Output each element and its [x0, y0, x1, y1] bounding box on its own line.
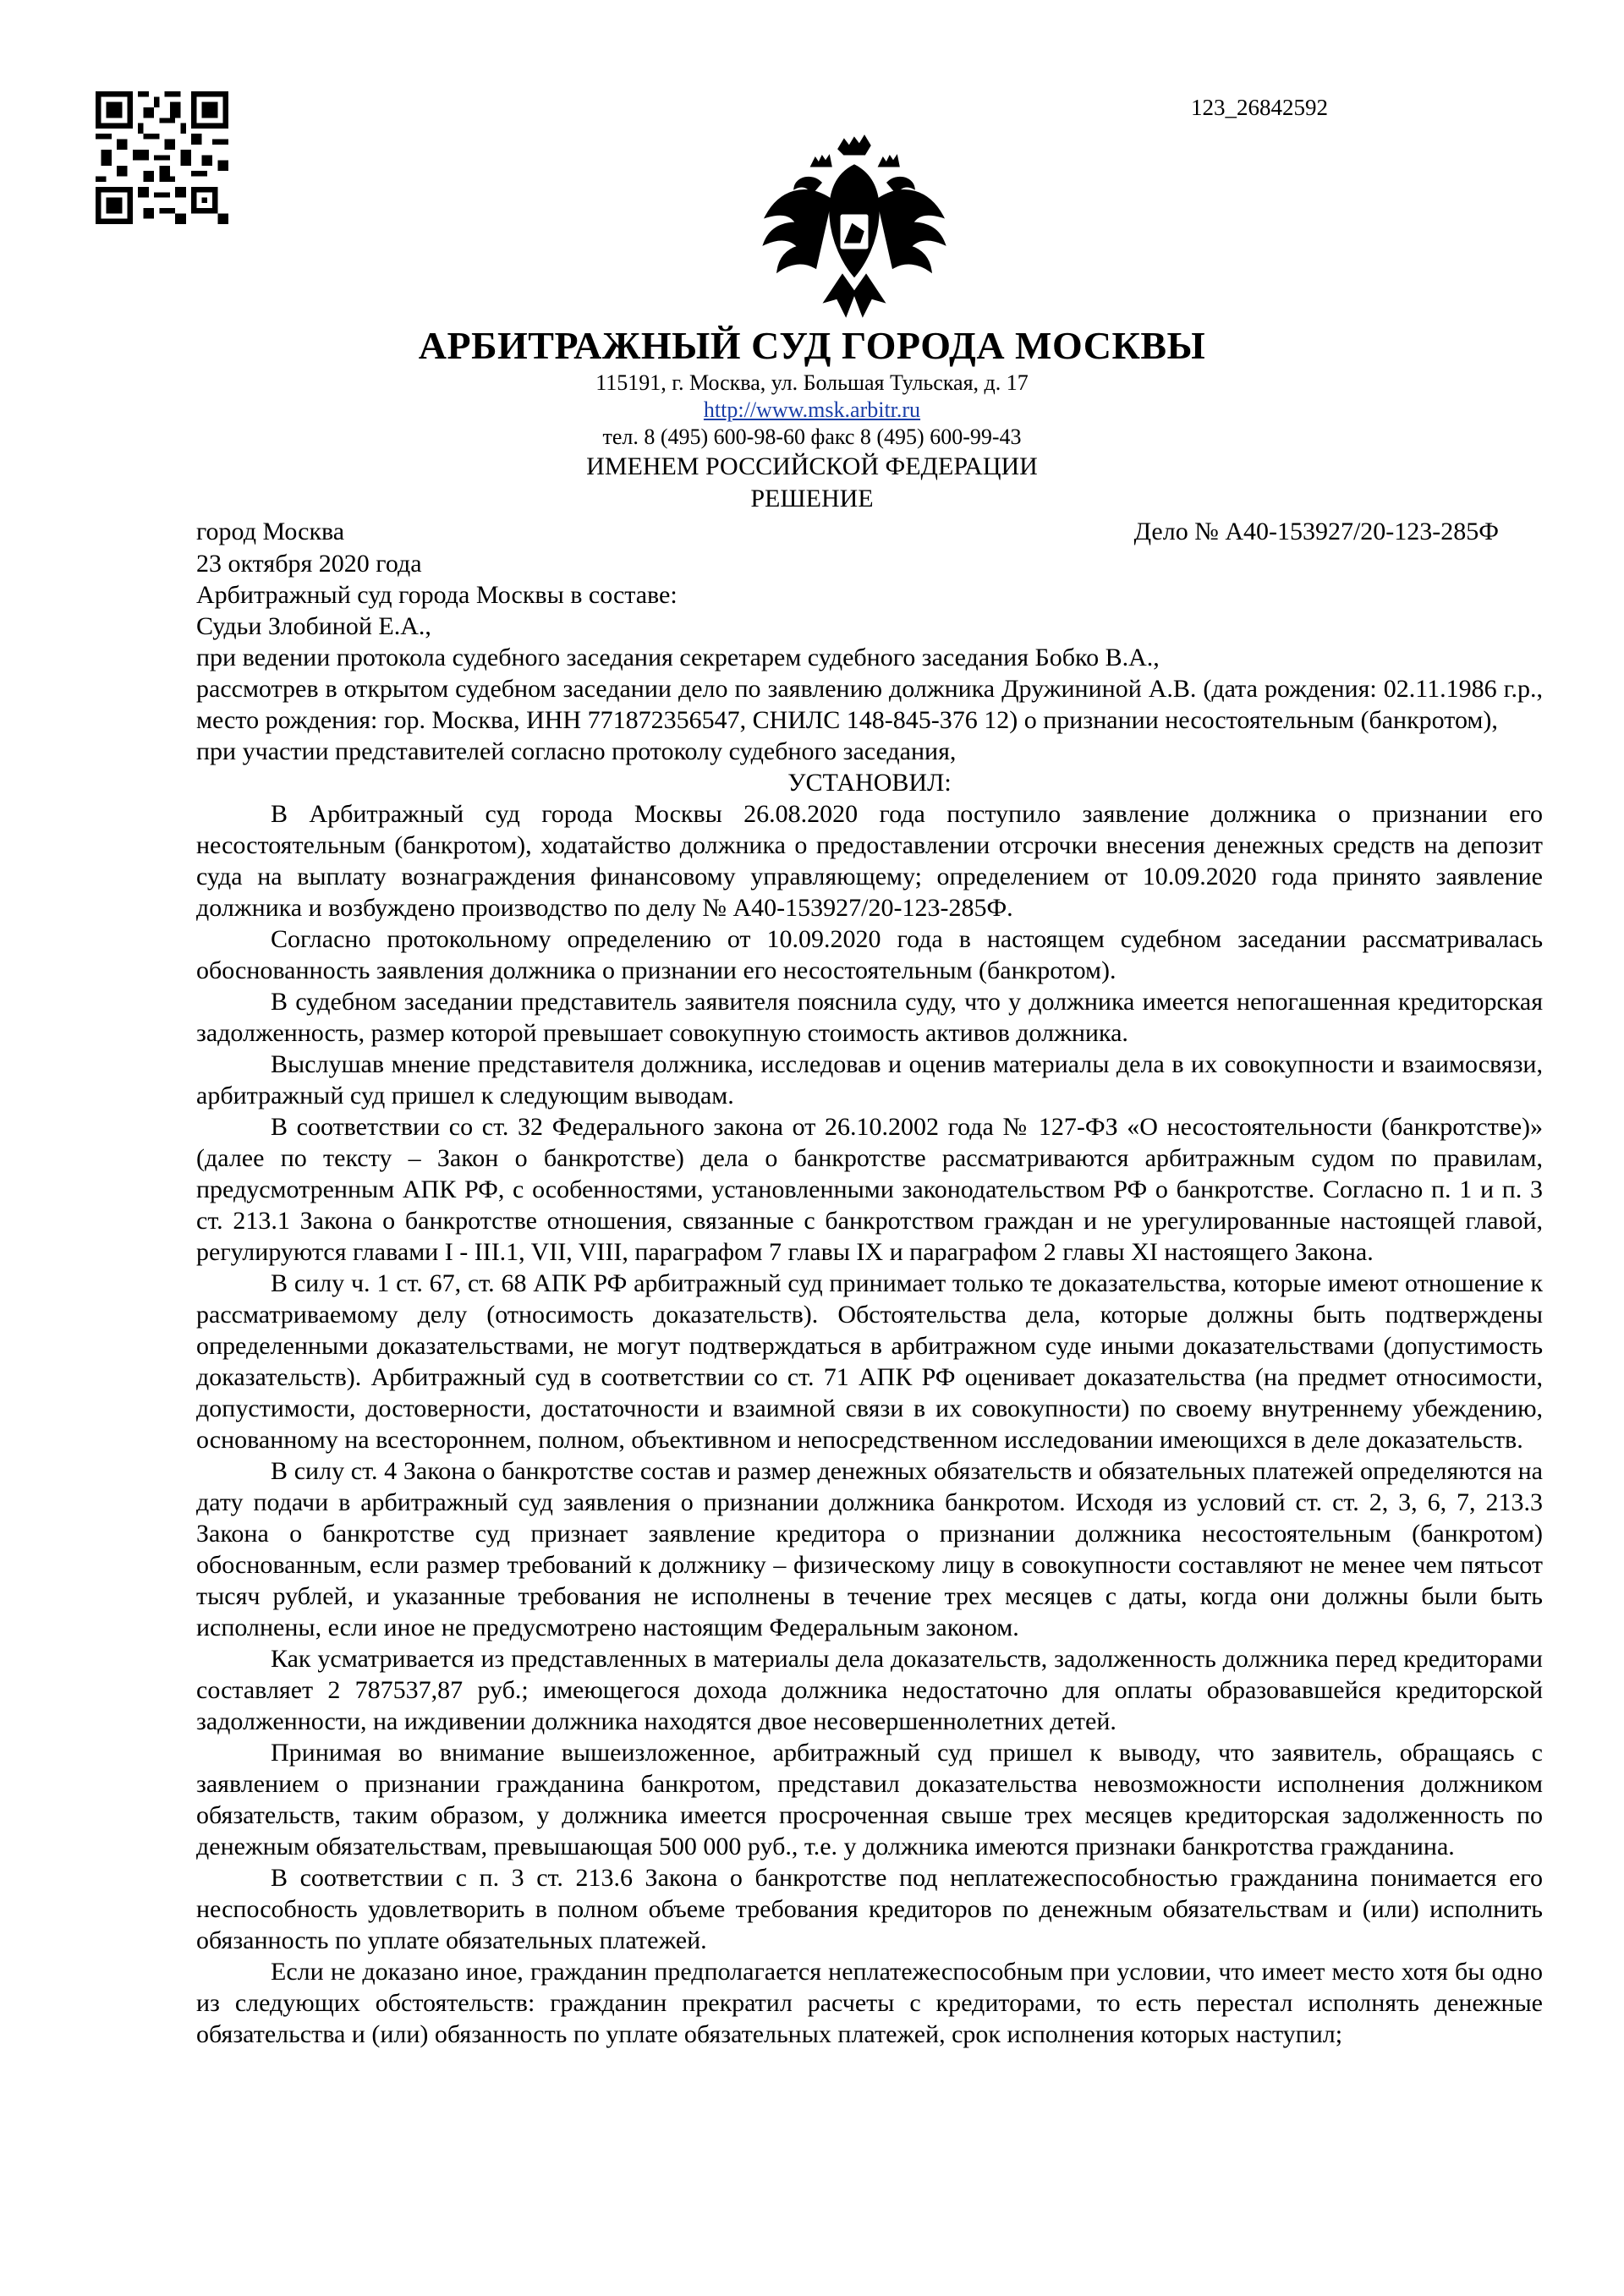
- considered-paragraph: рассмотрев в открытом судебном заседании дело по заявлению должника Дружининой А.В. (дата рождения: 02.11.1986 г.р., место рождения: гор. Москва, ИНН 771872356547, СНИЛС 148-845-376 12) о признании несостоятельным (банкротом),: [196, 675, 1543, 734]
- participation-line: при участии представителей согласно протоколу судебного заседания,: [196, 737, 957, 765]
- body-paragraph: В Арбитражный суд города Москвы 26.08.2020 года поступило заявление должника о признании его несостоятельным (банкротом), ходатайство должника о предоставлении отсрочки внесения денежных средств на депозит суда на выплату вознаграждения финансовому управляющему; определением от 10.09.2020 года принято заявление должника и возбуждено производство по делу № А40-153927/20-123-285Ф.: [196, 800, 1543, 922]
- court-address: 115191, г. Москва, ул. Большая Тульская, д. 17: [595, 370, 1029, 395]
- city-case-line: [196, 518, 1499, 546]
- body-paragraph: Выслушав мнение представителя должника, исследовав и оценив материалы дела в их совокупности и взаимосвязи, арбитражный суд пришел к следующим выводам.: [196, 1050, 1543, 1110]
- body-paragraph: В судебном заседании представитель заявителя пояснила суду, что у должника имеется непогашенная кредиторская задолженность, размер которой превышает совокупную стоимость активов должника.: [196, 988, 1543, 1047]
- court-name: АРБИТРАЖНЫЙ СУД ГОРОДА МОСКВЫ: [418, 324, 1206, 367]
- document-id: 123_26842592: [1191, 95, 1328, 120]
- court-phone: тел. 8 (495) 600-98-60 факс 8 (495) 600-99-43: [602, 425, 1022, 449]
- decision-date: 23 октября 2020 года: [196, 550, 422, 578]
- body-paragraph: Принимая во внимание вышеизложенное, арбитражный суд пришел к выводу, что заявитель, обращаясь с заявлением о признании гражданина банкротом, представил доказательства невозможности исполнения должником обязательств, таким образом, у должника имеется просроченная свыше трех месяцев кредиторская задолженность по денежным обязательствам, превышающая 500 000 руб., т.е. у должника имеются признаки банкротства гражданина.: [196, 1739, 1543, 1860]
- court-composition: Арбитражный суд города Москвы в составе:: [196, 581, 678, 609]
- decision-title: РЕШЕНИЕ: [750, 485, 874, 512]
- body-paragraph: В силу ст. 4 Закона о банкротстве состав и размер денежных обязательств и обязательных платежей определяются на дату подачи в арбитражный суд заявления о признании должника банкротом. Исходя из условий ст. ст. 2, 3, 6, 7, 213.3 Закона о банкротстве суд признает заявление кредитора о признании должника несостоятельным (банкротом) обоснованным, если размер требований к должнику – физическому лицу в совокупности составляют не менее чем пятьсот тысяч рублей, и указанные требования не исполнены в течение трех месяцев с даты, когда они должны были быть исполнены, если иное не предусмотрено настоящим Федеральным законом.: [196, 1457, 1543, 1641]
- body-paragraph: Если не доказано иное, гражданин предполагается неплатежеспособным при условии, что имеет место хотя бы одно из следующих обстоятельств: гражданин прекратил расчеты с кредиторами, то есть перестал исполнять денежные обязательства и (или) обязанность по уплате обязательных платежей, срок исполнения которых наступил;: [196, 1958, 1543, 2048]
- body-paragraph: В соответствии с п. 3 ст. 213.6 Закона о банкротстве под неплатежеспособностью гражданина понимается его неспособность удовлетворить в полном объеме требования кредиторов по денежным обязательствам и (или) исполнить обязанность по уплате обязательных платежей.: [196, 1864, 1543, 1954]
- coat-of-arms-icon: [761, 132, 947, 326]
- body-paragraph: Согласно протокольному определению от 10.09.2020 года в настоящем судебном заседании рассматривалась обоснованность заявления должника о признании его несостоятельным (банкротом).: [196, 925, 1543, 984]
- case-number: Дело № А40-153927/20-123-285Ф: [1133, 518, 1499, 545]
- city: город Москва: [196, 518, 345, 545]
- qr-code-icon: [96, 91, 228, 224]
- body-paragraph: Как усматривается из представленных в материалы дела доказательств, задолженность должника перед кредиторами составляет 2 787537,87 руб.; имеющегося дохода должника недостаточно для оплаты образовавшейся кредиторской задолженности, на иждивении должника находятся двое несовершеннолетних детей.: [196, 1645, 1543, 1735]
- judge-name: Судьи Злобиной Е.А.,: [196, 612, 431, 640]
- on-behalf-heading: ИМЕНЕМ РОССИЙСКОЙ ФЕДЕРАЦИИ: [586, 452, 1038, 480]
- body-paragraph: В силу ч. 1 ст. 67, ст. 68 АПК РФ арбитражный суд принимает только те доказательства, которые имеют отношение к рассматриваемому делу (относимость доказательств). Обстоятельства дела, которые должны быть подтверждены определенными доказательствами, не могут подтверждаться в арбитражном суде иными доказательствами (допустимость доказательств). Арбитражный суд в соответствии со ст. 71 АПК РФ оценивает доказательства (на предмет относимости, допустимости, достоверности, достаточности и взаимной связи в их совокупности) по своему внутреннему убеждению, основанному на всестороннем, полном, объективном и непосредственном исследовании имеющихся в деле доказательств.: [196, 1269, 1543, 1454]
- established-heading: УСТАНОВИЛ:: [787, 769, 952, 797]
- secretary-line: при ведении протокола судебного заседания секретарем судебного заседания Бобко В.А.,: [196, 644, 1160, 671]
- body-paragraph: В соответствии со ст. 32 Федерального закона от 26.10.2002 года № 127-ФЗ «О несостоятельности (банкротстве)» (далее по тексту – Закон о банкротстве) дела о банкротстве рассматриваются арбитражным судом по правилам, предусмотренным АПК РФ, с особенностями, установленными законодательством РФ о банкротстве. Согласно п. 1 и п. 3 ст. 213.1 Закона о банкротстве отношения, связанные с банкротством граждан и не урегулированные настоящей главой, регулируются главами I - III.1, VII, VIII, параграфом 7 главы IX и параграфом 2 главы XI настоящего Закона.: [196, 1113, 1543, 1266]
- court-website-link[interactable]: http://www.msk.arbitr.ru: [703, 397, 921, 422]
- decision-body: [196, 548, 1543, 2050]
